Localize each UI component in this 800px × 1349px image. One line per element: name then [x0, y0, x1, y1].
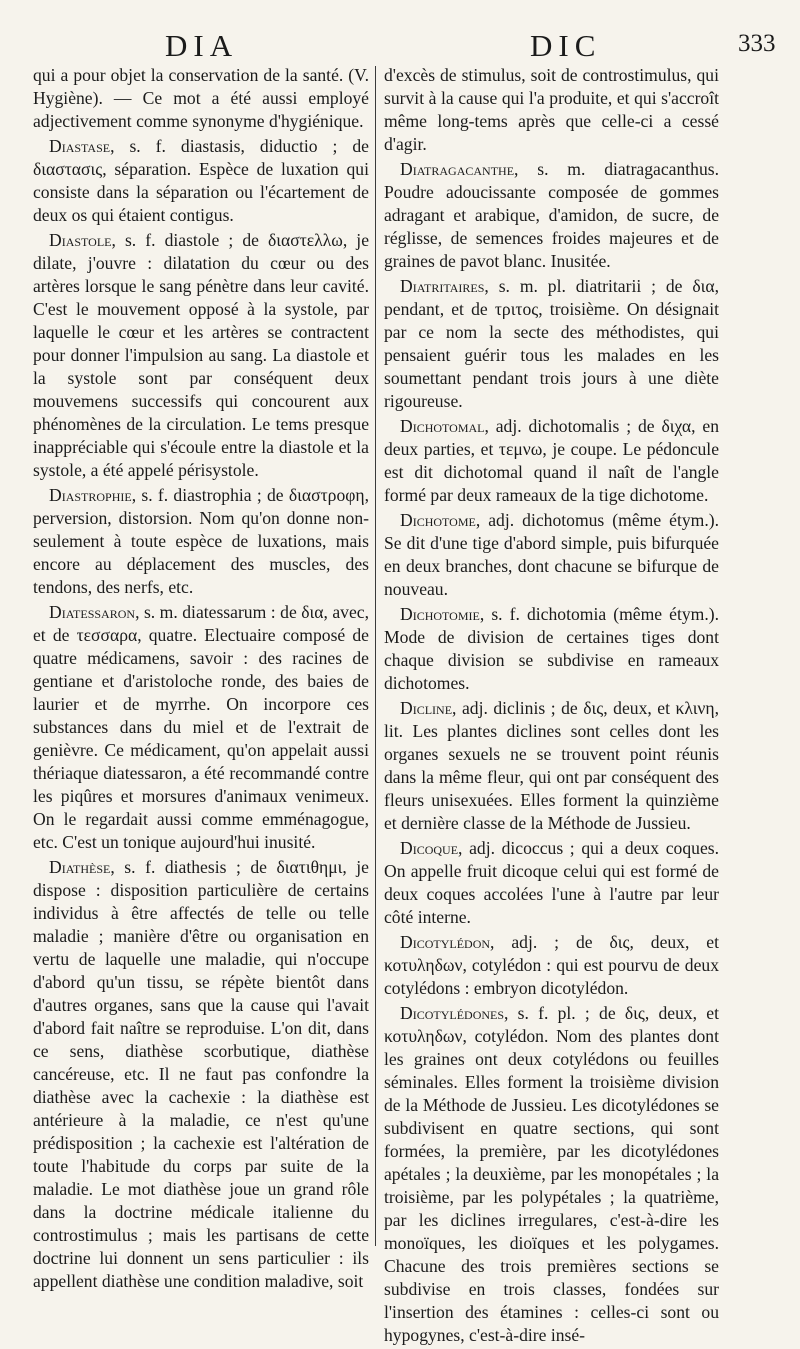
entry-text: , adj. diclinis ; de δις, deux, et κλινη, lit. Les plantes diclines sont celles dont les organes sexuels ne se trouvent point réunis dans la même fleur, qui ont par conséquent des fleurs unisexuées. Elles forment la quinzième et dernière classe de la Méthode de Jussieu. [384, 698, 719, 833]
header-right-guideword: DIC [530, 28, 602, 63]
dictionary-entry [33, 601, 369, 854]
dictionary-entry [384, 275, 719, 413]
dictionary-entry [384, 931, 719, 1000]
column-divider [375, 66, 376, 1246]
entry-text: , s. f. diastole ; de διαστελλω, je dilate, j'ouvre : dilatation du cœur ou des artères lorsque le sang pénètre dans leur cavité. C'est le mouvement opposé à la systole, par laquelle le cœur et les artères se contractent pour donner l'impulsion au sang. La diastole et la systole sont par conséquent deux mouvemens successifs qui concourent aux phénomènes de la circulation. Le tems presque inappréciable qui s'écoule entre la diastole et la systole, a été appelé périsystole. [33, 230, 369, 480]
dictionary-entry [384, 603, 719, 695]
entry-text: , s. f. dichotomia (même étym.). Mode de division de certaines tiges dont chaque division se subdivise en rameaux dichotomes. [384, 604, 719, 693]
entry-text: , s. f. diastrophia ; de διαστροφη, perversion, distorsion. Nom qu'on donne non-seulement à toute espèce de luxations, mais encore au déplacement des muscles, des tendons, des nerfs, etc. [33, 485, 369, 597]
entry-text: , s. m. diatessarum : de δια, avec, et de τεσσαρα, quatre. Electuaire composé de quatre médicamens, savoir : des racines de gentiane et d'aristoloche ronde, des baies de laurier et de myrrhe. On incorpore ces substances dans du miel et de l'extrait de genièvre. Ce médicament, qu'on appelait aussi thériaque diatessaron, a été recommandé contre les piqûres et morsures d'animaux venimeux. On le regardait aussi comme emménagogue, etc. C'est un tonique aujourd'hui inusité. [33, 602, 369, 852]
entry-headword: Diastase [49, 136, 111, 156]
dictionary-entry [33, 856, 369, 1293]
dictionary-entry [384, 509, 719, 601]
entry-headword: Diastrophie [49, 485, 132, 505]
dictionary-entry [384, 837, 719, 929]
entry-continuation [33, 64, 369, 133]
entry-headword: Dicline [400, 698, 453, 718]
entry-text: qui a pour objet la conservation de la santé. (V. Hygiène). — Ce mot a été aussi employé adjectivement comme synonyme d'hygiénique. [33, 65, 369, 131]
dictionary-entry [384, 158, 719, 273]
entry-text: , s. m. diatragacanthus. Poudre adoucissante composée de gommes adragant et arabique, d'amidon, de sucre, de réglisse, de semences froides majeures et de graines de pavot blanc. Inusitée. [384, 159, 719, 271]
entry-headword: Dichotomie [400, 604, 480, 624]
header-left-guideword: DIA [165, 28, 239, 63]
entry-text: d'excès de stimulus, soit de controstimulus, qui survit à la cause qui l'a produite, et qui s'accroît même long-tems après que celle-ci a cessé d'agir. [384, 65, 719, 154]
entry-headword: Diatragacanthe [400, 159, 515, 179]
entry-headword: Diastole [49, 230, 112, 250]
entry-headword: Dicotylédones [400, 1003, 505, 1023]
entry-headword: Dicoque [400, 838, 459, 858]
dictionary-entry [384, 697, 719, 835]
entry-headword: Diathèse [49, 857, 111, 877]
dictionary-entry [33, 484, 369, 599]
entry-text: , s. f. diastasis, diductio ; de διαστασις, séparation. Espèce de luxation qui consiste dans la séparation ou l'écartement de deux os qui étaient contigus. [33, 136, 369, 225]
dictionary-entry [33, 135, 369, 227]
entry-text: , adj. dichotomus (même étym.). Se dit d'une tige d'abord simple, puis bifurquée en deux branches, dont chacune se bifurque de nouveau. [384, 510, 719, 599]
dictionary-entry [384, 415, 719, 507]
entry-text: , adj. dichotomalis ; de διχα, en deux parties, et τεμνω, je coupe. Le pédoncule est dit dichotomal quand il naît de l'angle formé par deux rameaux de la tige dichotome. [384, 416, 719, 505]
entry-headword: Diatessaron [49, 602, 136, 622]
entry-text: , adj. ; de δις, deux, et κοτυληδων, cotylédon : qui est pourvu de deux cotylédons : embryon dicotylédon. [384, 932, 719, 998]
entry-headword: Dicotylédon [400, 932, 491, 952]
entry-continuation [384, 64, 719, 156]
dictionary-entry [33, 229, 369, 482]
entry-text: , s. f. diathesis ; de διατιθημι, je dispose : disposition particulière de certains individus à être affectés de telle ou telle maladie ; manière d'être ou organisation en vertu de laquelle une maladie, qui n'occupe d'abord qu'un tissu, se répète bientôt dans d'autres organes, sans que la cause qui l'avait d'abord fait naître se reproduise. L'on dit, dans ce sens, diathèse scorbutique, diathèse cancéreuse, etc. Il ne faut pas confondre la diathèse avec la cachexie : la diathèse est antérieure à la maladie, ce n'est qu'une prédisposition ; la cachexie est l'altération de toute l'habitude du corps par suite de la maladie. Le mot diathèse joue un grand rôle dans la doctrine médicale italienne du controstimulus ; mais les partisans de cette doctrine lui donnent un sens particulier : ils appellent diathèse une condition maladive, soit [33, 857, 369, 1291]
entry-text: , adj. dicoccus ; qui a deux coques. On appelle fruit dicoque celui qui est formé de deux coques accolées l'une à l'autre par leur côté interne. [384, 838, 719, 927]
entry-text: , s. f. pl. ; de δις, deux, et κοτυληδων, cotylédon. Nom des plantes dont les graines ont deux cotylédons ou feuilles séminales. Elles forment la troisième division de la Méthode de Jussieu. Les dicotylédones se subdivisent en quatre sections, qui sont formées, la première, par les dicotylédones apétales ; la deuxième, par les monopétales ; la troisième, par les polypétales ; la quatrième, par les diclines irregulares, c'est-à-dire les monoïques, les dioïques et les polygames. Chacune des trois premières sections se subdivise en trois classes, fondées sur l'insertion des étamines : celles-ci sont ou hypogynes, c'est-à-dire insé- [384, 1003, 719, 1345]
left-column [33, 64, 369, 1295]
page-number: 333 [738, 30, 776, 57]
entry-headword: Dichotome [400, 510, 476, 530]
entry-text: , s. m. pl. diatritarii ; de δια, pendant, et de τριτος, troisième. On désignait par ce nom la secte des méthodistes, qui pensaient guérir tous les malades en les soumettant pendant trois jours à une diète rigoureuse. [384, 276, 719, 411]
entry-headword: Dichotomal [400, 416, 485, 436]
right-column [384, 64, 719, 1349]
entry-headword: Diatritaires [400, 276, 485, 296]
dictionary-entry [384, 1002, 719, 1347]
